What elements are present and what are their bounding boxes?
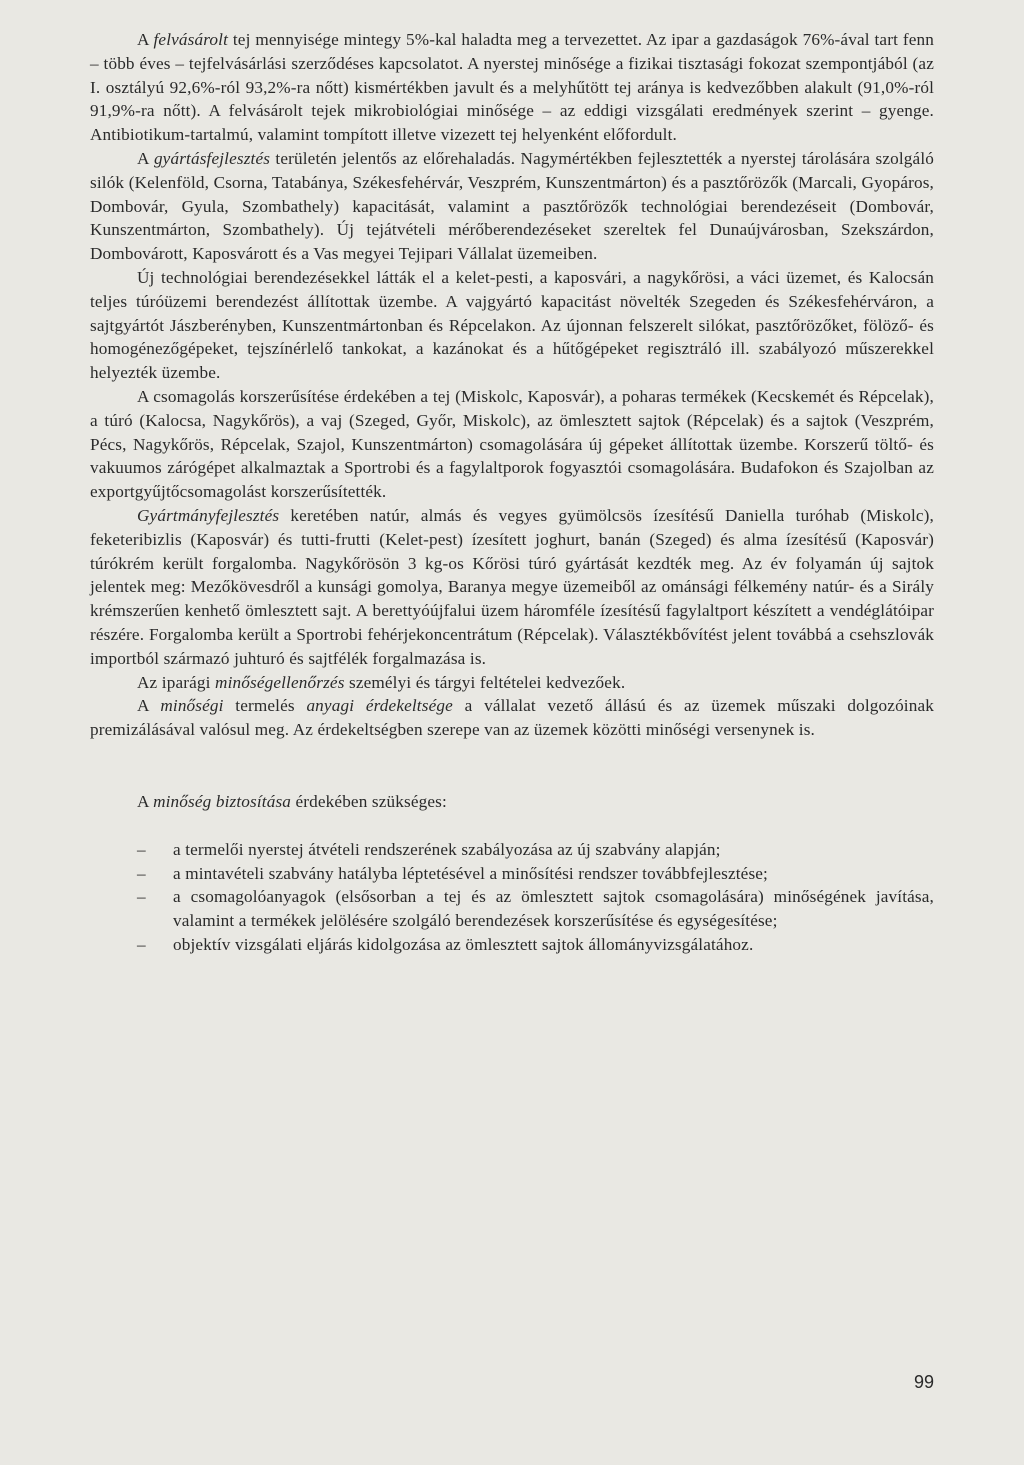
- paragraph-erdekeltseg: A minőségi termelés anyagi érdekeltsége a vállalat vezető állású és az üzemek műszaki dolgozóinak premizálásával valósul meg. Az érdekeltségben szerepe van az üzemek közötti minőségi versenynek is.: [90, 696, 935, 740]
- list-item: – a mintavételi szabvány hatályba léptetésével a minősítési rendszer továbbfejlesztése;: [90, 862, 934, 886]
- dash-bullet: –: [137, 839, 146, 859]
- dash-bullet: –: [137, 934, 146, 954]
- list-item: – a termelői nyerstej átvételi rendszerének szabályozása az új szabvány alapján;: [90, 838, 934, 862]
- section-gap: [90, 742, 934, 790]
- paragraph-felvasarolt: A felvásárolt tej mennyisége mintegy 5%-kal haladta meg a tervezettet. Az ipar a gazdaságok 76%-ával tart fenn – több éves – tejfelvásárlási szerződéses kapcsolatot. A nyerstej minősége a fizikai tisztasági fokozat szempontjából (az I. osztályú 92,6%-ról 93,2%-ra nőtt) kismértékben javult és a melyhűtött tej aránya is kedvezőbben alakult (91,0%-ról 91,9%-ra nőtt). A felvásárolt tejek mikrobiológiai minősége – az eddigi vizsgálati eredmények szerint – gyenge. Antibiotikum-tartalmú, valamint tompított illetve vizezett tej helyenként előfordult.: [90, 30, 935, 145]
- dash-bullet: –: [137, 887, 146, 907]
- paragraph-technologiai-berendezesek: Új technológiai berendezésekkel látták el a kelet-pesti, a kaposvári, a nagykőrösi, a váci üzemet, és Kalocsán teljes túróüzemi berendezést állítottak üzembe. A vajgyártó kapacitást növelték Szegeden és Székesfehérváron, a sajtgyártót Jászberényben, Kunszentmártonban és Répcelakon. Az újonnan felszerelt silókat, pasztőrözőket, fölöző- és homogénezőgépeket, tejszínérlelő tankokat, a kazánokat és a hűtőgépeket regisztráló ill. szabályozó műszerekkel helyezték üzembe.: [90, 267, 934, 383]
- paragraph-gyartmanyfejlesztes: Gyártmányfejlesztés keretében natúr, almás és vegyes gyümölcsös ízesítésű Daniella turóhab (Miskolc), feketeribizlis (Kaposvár) és tutti-frutti (Kelet-pest) ízesített joghurt, banán (Szeged) és alma ízesítésű (Kaposvár) túrókrém került forgalomba. Nagykőrösön 3 kg-os Kőrösi túró gyártását kezdték meg. Az év folyamán új sajtok jelentek meg: Mezőkövesdről a kunsági gomolya, Baranya megye üzemeiből az ománsági félkemény natúr- és a Sirály krémszerűen kenhető ömlesztett sajt. A berettyóújfalui üzem háromféle ízesítésű fagylaltport készített a vendéglátóipar részére. Forgalomba került a Sportrobi fehérjekoncentrátum (Répcelak). Választékbővítést jelent továbbá a csehszlovák importból származó juhturó és sajtfélék forgalmazása is.: [90, 505, 934, 668]
- list-item: – objektív vizsgálati eljárás kidolgozása az ömlesztett sajtok állományvizsgálatához.: [90, 933, 934, 957]
- dash-bullet: –: [137, 863, 146, 883]
- paragraph-minosegellenorzes: Az iparági minőségellenőrzés személyi és tárgyi feltételei kedvezőek.: [137, 672, 626, 692]
- paragraph-gyartasfejlesztes: A gyártásfejlesztés területén jelentős az előrehaladás. Nagymértékben fejlesztették a nyerstej tárolására szolgáló silók (Kelenföld, Csorna, Tatabánya, Székesfehérvár, Veszprém, Kunszentmárton) és a pasztőrözők (Marcali, Gyopáros, Dombovár, Gyula, Szombathely) kapacitását, valamint a pasztőrözők technológiai berendezéseit (Dombovár, Kunszentmárton, Szombathely). Új tejátvételi mérőberendezéseket szereltek fel Dunaújvárosban, Szekszárdon, Dombovárott, Kaposvárott és a Vas megyei Tejipari Vállalat üzemeiben.: [90, 148, 934, 264]
- list-intro: A minőség biztosítása érdekében szükséges:: [137, 791, 447, 811]
- paragraph-csomagolas: A csomagolás korszerűsítése érdekében a tej (Miskolc, Kaposvár), a poharas termékek (Kecskemét és Répcelak), a túró (Kalocsa, Nagykőrös), a vaj (Szeged, Győr, Miskolc), az ömlesztett sajtok (Répcelak) és a sajtok (Veszprém, Pécs, Nagykőrös, Répcelak, Szajol, Kunszentmárton) csomagolására új gépeket állítottak üzembe. Korszerű töltő- és vakuumos zárógépet alkalmaztak a Sportrobi és a fagylaltporok fogyasztói csomagolására. Budafokon és Szajolban az exportgyűjtőcsomagolást korszerűsítették.: [90, 386, 934, 502]
- page-number: 99: [913, 1372, 934, 1392]
- list-item: – a csomagolóanyagok (elsősorban a tej és az ömlesztett sajtok csomagolására) minőségének javítása, valamint a termékek jelölésére szolgáló berendezések korszerűsítése és egységesítése;: [137, 887, 934, 931]
- requirements-list: [90, 838, 934, 957]
